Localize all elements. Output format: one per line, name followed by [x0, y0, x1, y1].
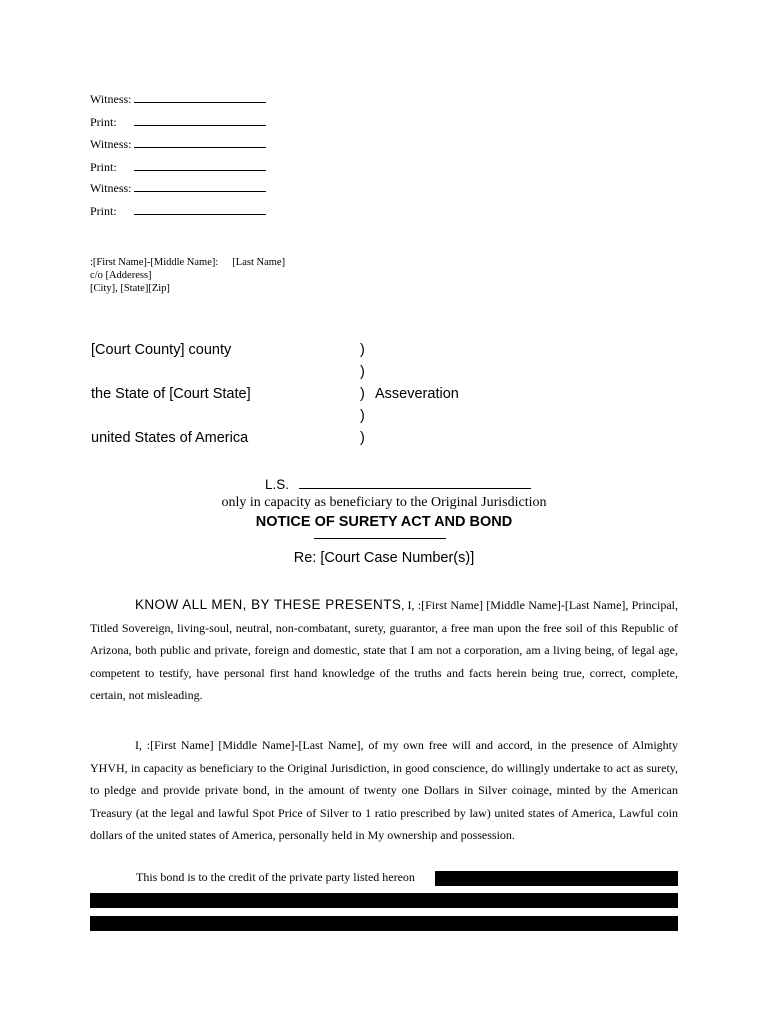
address-city-state-zip: [City], [State][Zip] [90, 283, 170, 294]
signature-line [134, 160, 266, 171]
paragraph-know-all-men [90, 594, 678, 707]
witness-label: Witness: [90, 137, 132, 151]
signature-line [134, 204, 266, 215]
signature-line [134, 92, 266, 103]
redaction-bar [90, 916, 678, 931]
notice-title: NOTICE OF SURETY ACT AND BOND [255, 514, 513, 530]
caption-paren: ) [360, 408, 365, 424]
signature-row [90, 204, 266, 219]
signature-row [90, 115, 266, 130]
print-label: Print: [90, 115, 117, 129]
caption-county: [Court County] county [91, 342, 232, 358]
caption-country: united States of America [91, 430, 249, 446]
caption-title: Asseveration [375, 386, 459, 402]
title-underline [314, 538, 446, 539]
ls-label: L.S. [265, 477, 290, 492]
address-block [90, 256, 285, 295]
redaction-bar [435, 871, 678, 886]
re-line: Re: [Court Case Number(s)] [293, 550, 475, 566]
paragraph-bond-credit: This bond is to the credit of the private party listed hereon [136, 870, 415, 884]
paragraph-surety [90, 734, 678, 847]
paragraph-body: , I, :[First Name] [Middle Name]-[Last Name], Principal, Titled Sovereign, living-soul, neutral, non-combatant, surety, guarantor, a free man upon the free soil of this Republic of Arizona, both public and private, foreign and domestic, state that I am not a corporation, am a living being, of legal age, competent to testify, have personal first hand knowledge of the truths and facts herein being true, correct, complete, certain, not misleading. [90, 598, 678, 702]
address-name-line [90, 256, 285, 269]
signature-row [90, 137, 266, 152]
paragraph-indent [90, 738, 135, 752]
signature-line [134, 181, 266, 192]
ls-line [265, 476, 531, 492]
signature-row [90, 160, 266, 175]
address-first-middle-name: :[First Name]-[Middle Name]: [90, 257, 219, 268]
capacity-statement: only in capacity as beneficiary to the Original Jurisdiction [221, 495, 547, 510]
address-last-name: [Last Name] [232, 257, 286, 268]
paragraph-body: I, :[First Name] [Middle Name]-[Last Name], of my own free will and accord, in the presence of Almighty YHVH, in capacity as beneficiary to the Original Jurisdiction, in good conscience, do willingly undertake to act as surety, to pledge and provide private bond, in the amount of twenty one Dollars in Silver coinage, minted by the American Treasury (at the legal and lawful Spot Price of Silver to 1 ratio prescribed by law) united states of America, Lawful coin dollars of the united states of America, personally held in My ownership and possession. [90, 738, 678, 842]
signature-line [134, 115, 266, 126]
witness-label: Witness: [90, 181, 132, 195]
paragraph-lead: KNOW ALL MEN, BY THESE PRESENTS [135, 597, 402, 612]
redaction-bar [90, 893, 678, 908]
ls-signature-line [299, 476, 531, 489]
witness-label: Witness: [90, 92, 132, 106]
caption-state: the State of [Court State] [91, 386, 251, 402]
caption-paren: ) [360, 342, 365, 358]
caption-paren: ) [360, 364, 365, 380]
address-care-of: c/o [Adderess] [90, 270, 152, 281]
caption-paren: ) [360, 386, 365, 402]
print-label: Print: [90, 160, 117, 174]
print-label: Print: [90, 204, 117, 218]
signature-row [90, 92, 266, 107]
caption-paren: ) [360, 430, 365, 446]
signature-line [134, 137, 266, 148]
signature-row [90, 181, 266, 196]
